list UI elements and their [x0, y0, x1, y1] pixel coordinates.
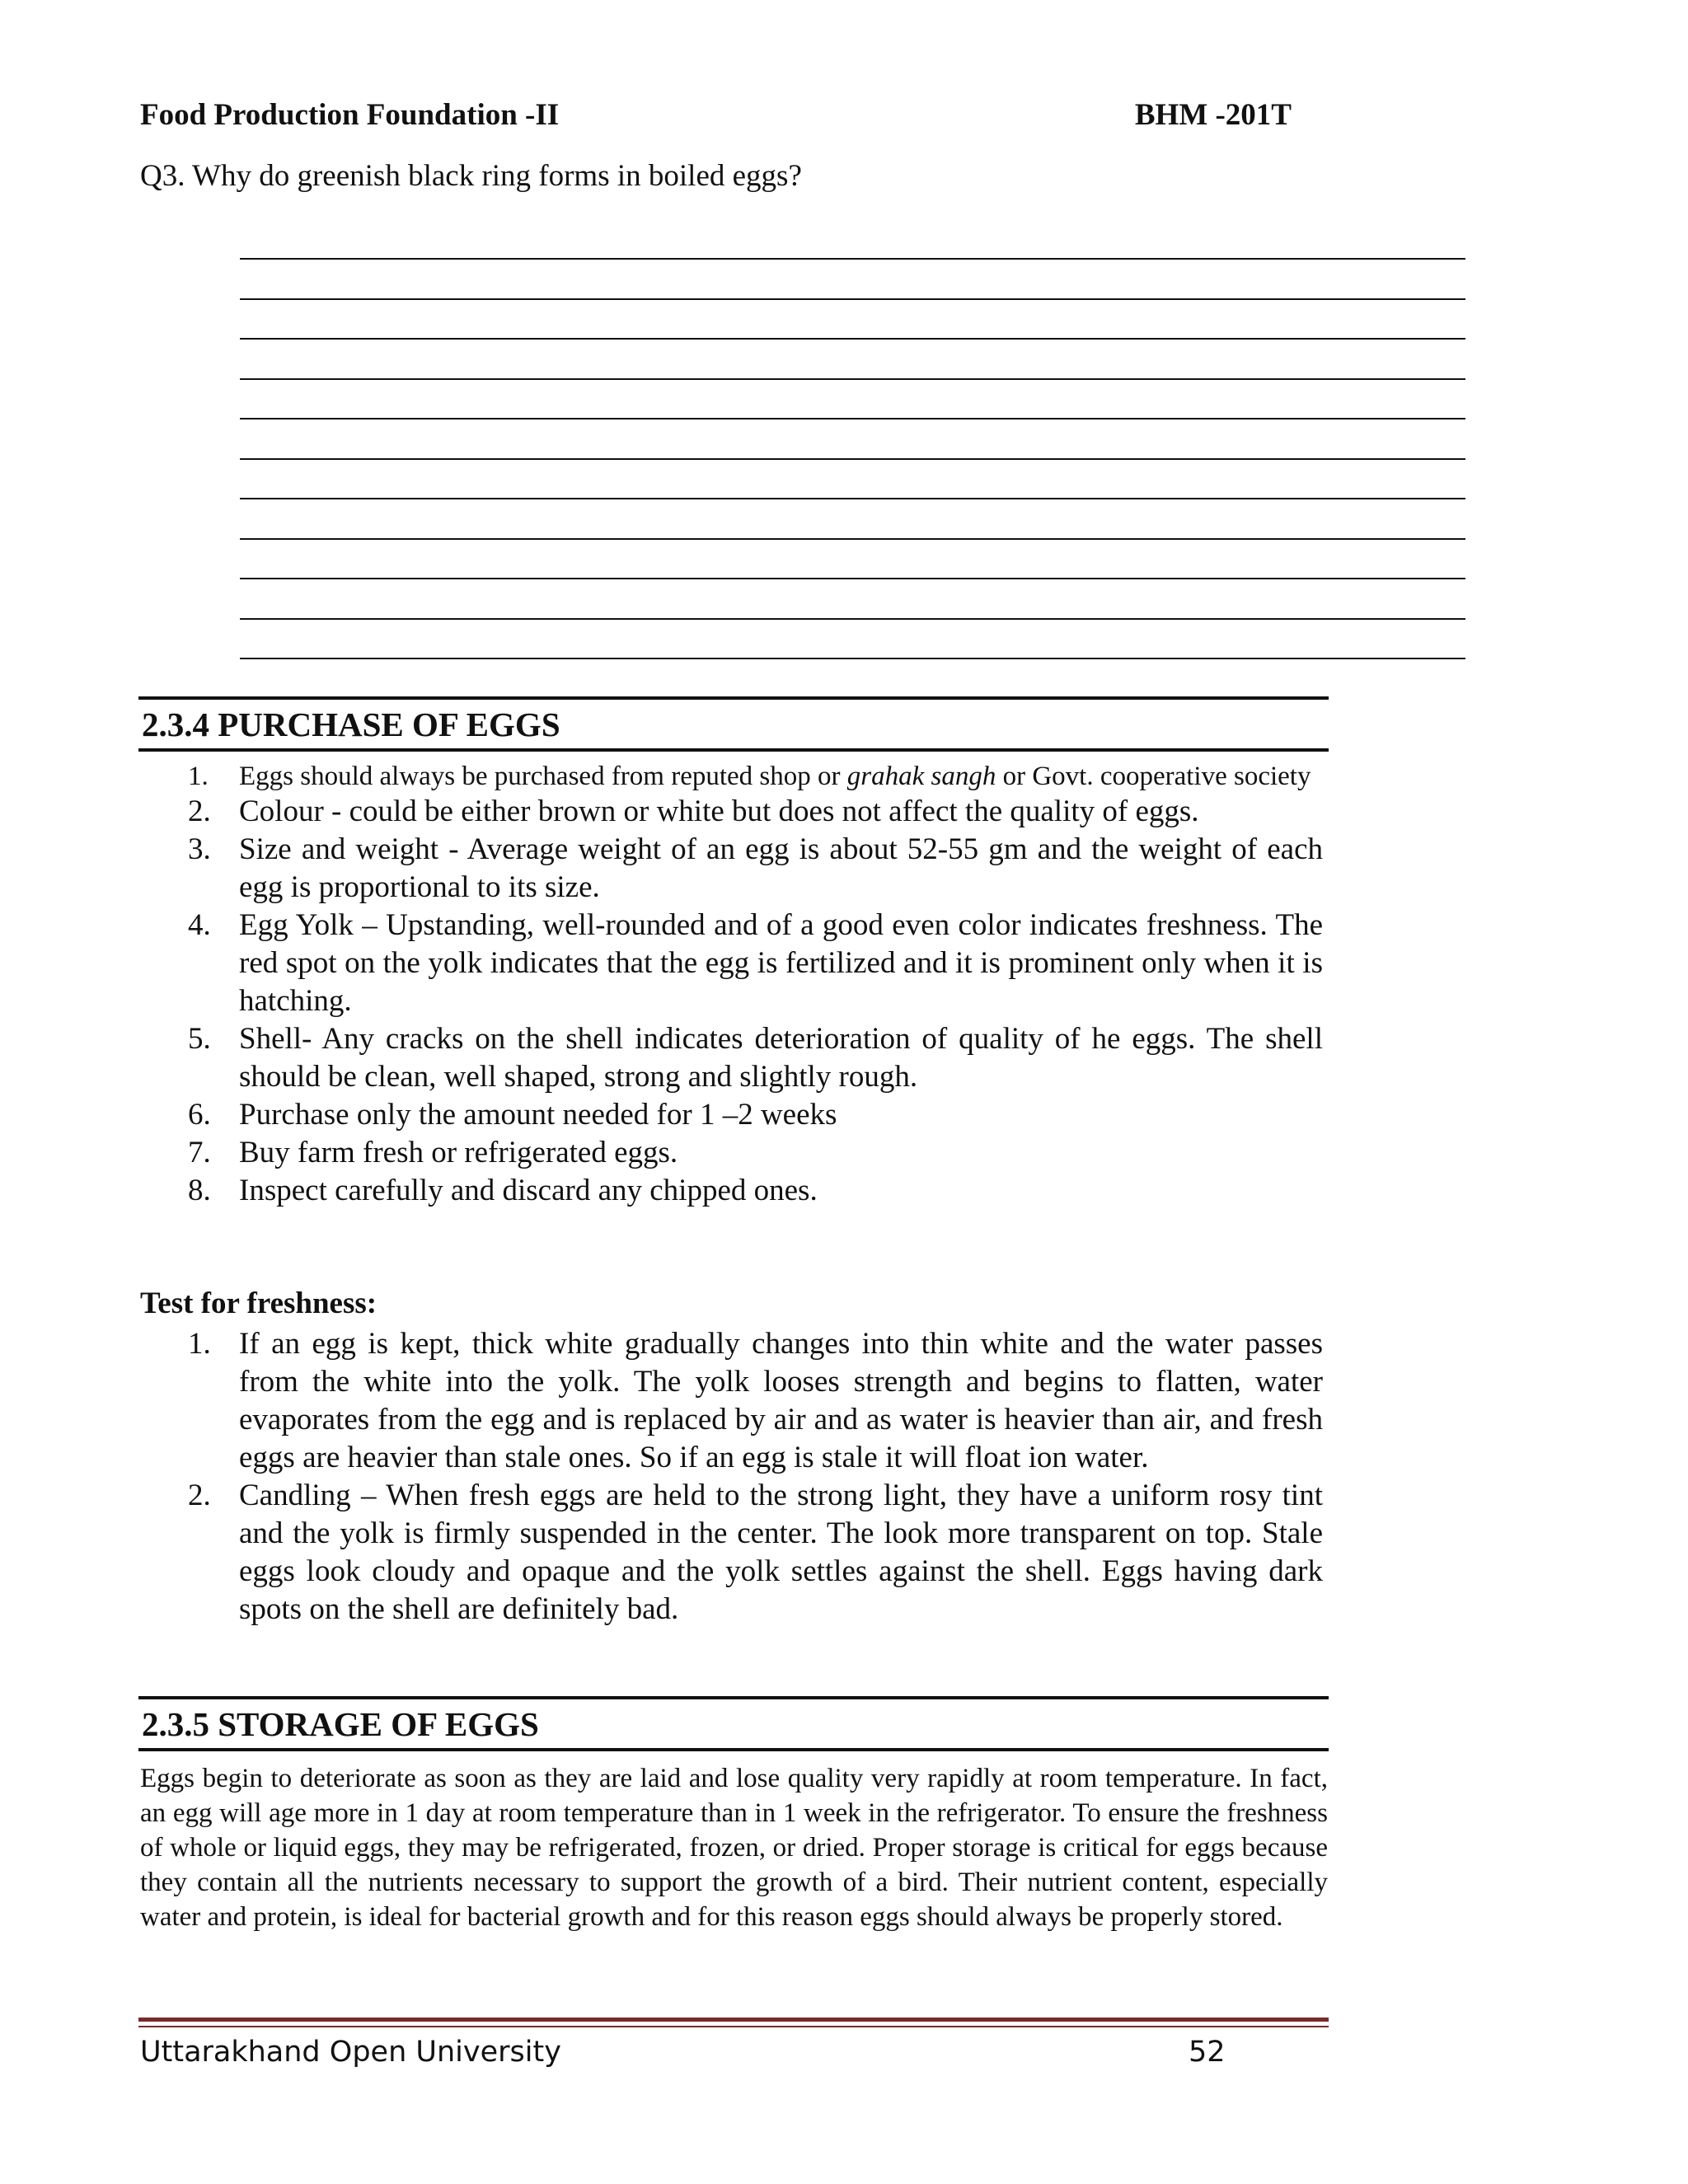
storage-paragraph: Eggs begin to deteriorate as soon as they are laid and lose quality very rapidly at room temperature. In fact, an egg will age more in 1 day at room temperature than in 1 week in the refrigerator. To ensure the freshness of whole or liquid eggs, they may be refrigerated, frozen, or dried. Proper storage is critical for eggs because they contain all the nutrients necessary to support the growth of a bird. Their nutrient content, especially water and protein, is ideal for bacterial growth and for this reason eggs should always be properly stored. [140, 1764, 1328, 1932]
list-text-emphasis: grahak sangh [846, 762, 996, 791]
list-text: Candling – When fresh eggs are held to the strong light, they have a uniform rosy tint and the yolk is firmly suspended in the center. The look more transparent on top. Stale eggs look cloudy and opaque and the yolk settles against the shell. Eggs having dark spots on the shell are definitely bad. [239, 1479, 1323, 1626]
list-text: Size and weight - Average weight of an egg is about 52-55 gm and the weight of each egg is proportional to its size. [239, 832, 1323, 904]
question-q3: Q3. Why do greenish black ring forms in boiled eggs? [140, 159, 802, 193]
list-text: Inspect carefully and discard any chipped ones. [239, 1174, 818, 1207]
course-code: BHM -201T [1134, 98, 1292, 132]
list-text: Buy farm fresh or refrigerated eggs. [239, 1136, 678, 1169]
course-title: Food Production Foundation -II [140, 98, 560, 132]
page-header [138, 97, 1329, 137]
answer-line [240, 378, 1465, 419]
list-item [188, 1325, 1323, 1477]
list-number: 1. [188, 1327, 211, 1361]
page-number: 52 [1189, 2036, 1226, 2069]
list-text: or Govt. cooperative society [996, 762, 1311, 791]
freshness-heading: Test for freshness: [140, 1286, 377, 1320]
answer-line [240, 538, 1465, 579]
list-item [188, 907, 1323, 1020]
list-item [188, 1096, 1323, 1134]
list-text: Purchase only the amount needed for 1 –2 weeks [239, 1098, 837, 1132]
list-number: 1. [188, 762, 209, 791]
section-heading-storage: 2.3.5 STORAGE OF EGGS [138, 1696, 1329, 1751]
answer-lines [240, 258, 1465, 698]
list-item [188, 1134, 1323, 1172]
list-item [188, 760, 1323, 793]
list-number: 3. [188, 832, 211, 866]
list-text: Shell- Any cracks on the shell indicates deterioration of quality of he eggs. The shell should be clean, well shaped, strong and slightly rough. [239, 1022, 1323, 1094]
page-footer [140, 2036, 1330, 2069]
answer-line [240, 418, 1465, 458]
answer-line [240, 298, 1465, 339]
purchase-list [138, 760, 1323, 1210]
list-number: 2. [188, 1479, 211, 1512]
list-item [188, 831, 1323, 907]
list-number: 6. [188, 1098, 211, 1132]
answer-line [240, 618, 1465, 658]
answer-line [240, 338, 1465, 378]
freshness-list [138, 1325, 1323, 1629]
list-number: 2. [188, 794, 211, 828]
list-item [188, 1020, 1323, 1096]
university-name: Uttarakhand Open University [140, 2036, 561, 2069]
list-item [188, 1477, 1323, 1629]
footer-divider [138, 2018, 1329, 2027]
list-text: Colour - could be either brown or white but does not affect the quality of eggs. [239, 794, 1199, 828]
list-item [188, 793, 1323, 831]
list-number: 5. [188, 1022, 211, 1056]
document-page [138, 0, 1329, 2184]
answer-line [240, 458, 1465, 499]
list-text: If an egg is kept, thick white gradually changes into thin white and the water passes from the white into the yolk. The yolk looses strength and begins to flatten, water evaporates from the egg and is replaced by air and as water is heavier than air, and fresh eggs are heavier than stale ones. So if an egg is stale it will float ion water. [239, 1327, 1323, 1474]
section-heading-purchase: 2.3.4 PURCHASE OF EGGS [138, 696, 1329, 752]
list-number: 4. [188, 908, 211, 942]
list-number: 7. [188, 1136, 211, 1169]
answer-line [240, 578, 1465, 618]
list-item [188, 1172, 1323, 1210]
list-number: 8. [188, 1174, 211, 1207]
answer-line [240, 258, 1465, 298]
answer-line [240, 498, 1465, 538]
list-text: Egg Yolk – Upstanding, well-rounded and of a good even color indicates freshness. The red spot on the yolk indicates that the egg is fertilized and it is prominent only when it is hatching. [239, 908, 1323, 1018]
list-text: Eggs should always be purchased from reputed shop or [239, 762, 847, 791]
answer-line [240, 658, 1465, 698]
